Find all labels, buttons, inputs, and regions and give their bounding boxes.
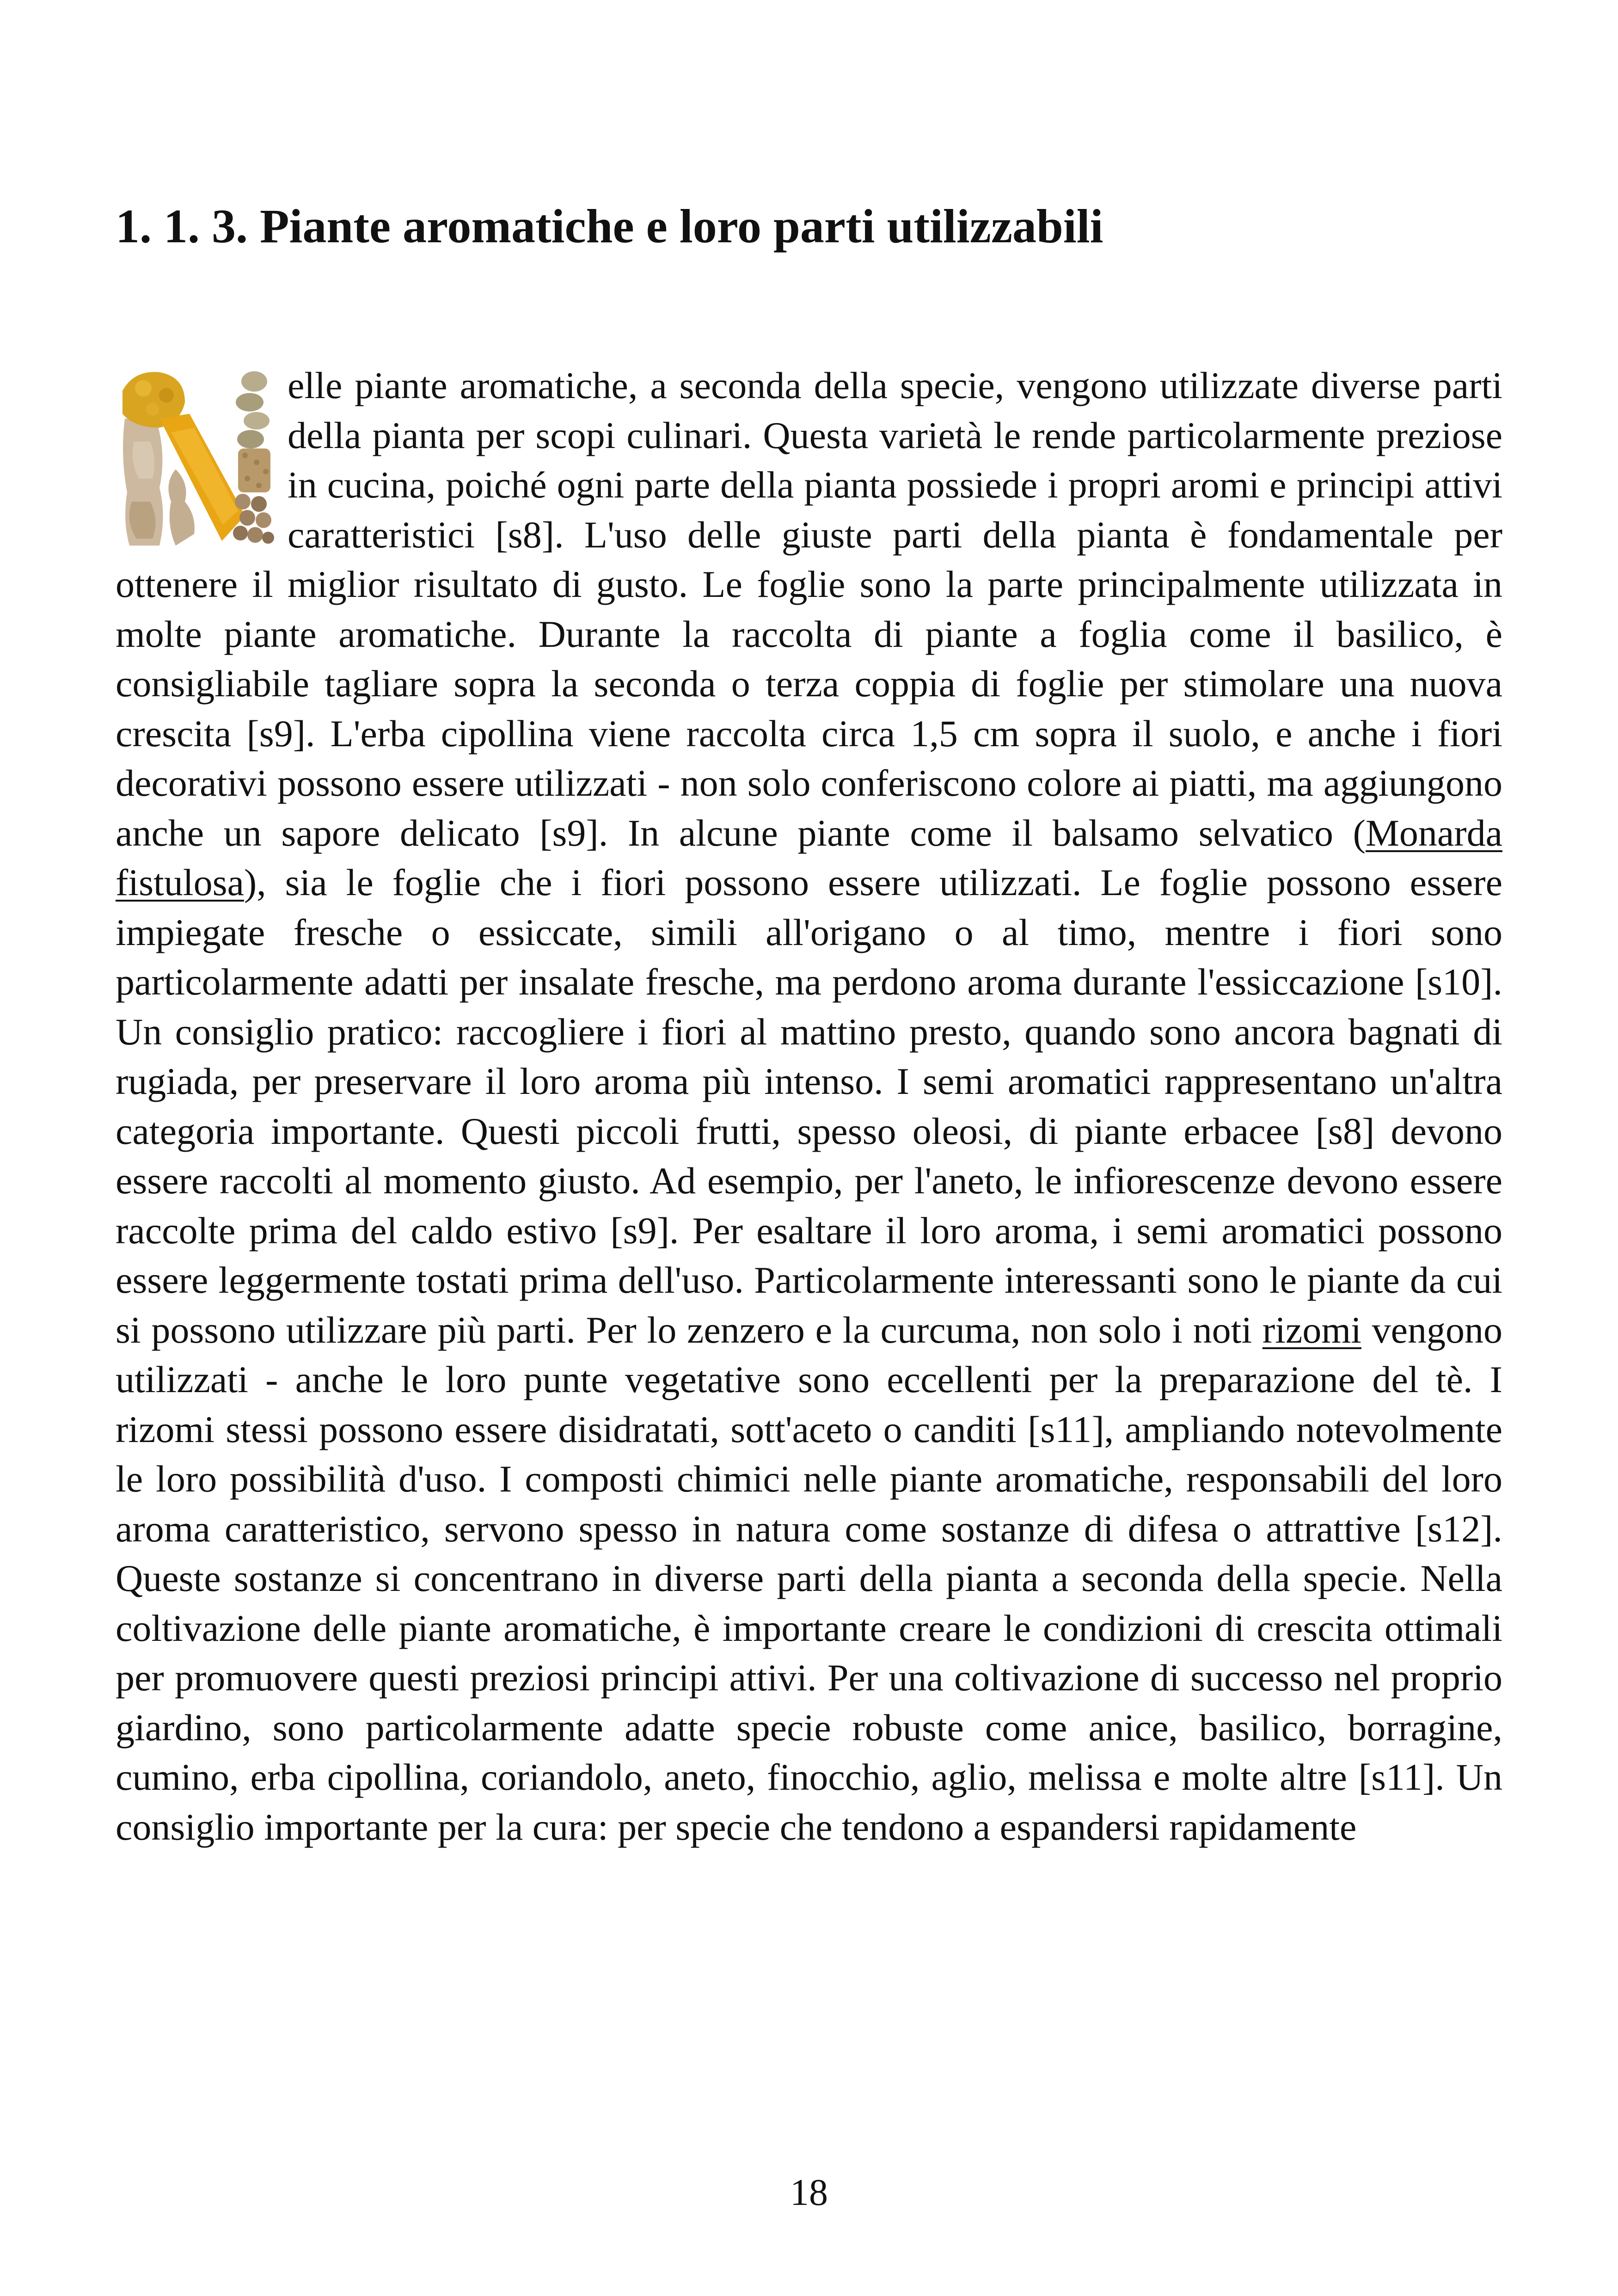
page-number: 18 <box>790 2171 828 2213</box>
paragraph-text-part-2: ), sia le foglie che i fiori possono essere utilizzati. Le foglie possono essere impiegate fresche o essiccate, simili all'origano o al timo, mentre i fiori sono particolarmente adatti per insalate fresche, ma perdono aroma durante l'essiccazione [s10]. Un consiglio pratico: raccogliere i fiori al mattino presto, quando sono ancora bagnati di rugiada, per preservare il loro aroma più intenso. I semi aromatici rappresentano un'altra categoria importante. Questi piccoli frutti, spesso oleosi, di piante erbacee [s8] devono essere raccolti al momento giusto. Ad esempio, per l'aneto, le infiorescenze devono essere raccolte prima del caldo estivo [s9]. Per esaltare il loro aroma, i semi aromatici possono essere leggermente tostati prima dell'uso. Particolarmente interessanti sono le piante da cui si possono utilizzare più parti. Per lo zenzero e la curcuma, non solo i noti <box>116 861 1502 1351</box>
spices-letter-n-icon <box>116 363 277 553</box>
dropcap-illustration <box>116 363 277 553</box>
paragraph-text-part-1: elle piante aromatiche, a seconda della specie, vengono utilizzate diverse parti della pianta per scopi culinari. Questa varietà le rende particolarmente preziose in cucina, poiché ogni parte della pianta possiede i propri aromi e principi attivi caratteristici [s8]. L'uso delle giuste parti della pianta è fondamentale per ottenere il miglior risultato di gusto. Le foglie sono la parte principalmente utilizzata in molte piante aromatiche. Durante la raccolta di piante a foglia come il basilico, è consigliabile tagliare sopra la seconda o terza coppia di foglie per stimolare una nuova crescita [s9]. L'erba cipollina viene raccolta circa 1,5 cm sopra il suolo, e anche i fiori decorativi possono essere utilizzati - non solo conferiscono colore ai piatti, ma aggiungono anche un sapore delicato [s9]. In alcune piante come il balsamo selvatico ( <box>116 364 1502 854</box>
paragraph-text-part-3: vengono utilizzati - anche le loro punte vegetative sono eccellenti per la preparazione del tè. I rizomi stessi possono essere disidratati, sott'aceto o canditi [s11], ampliando notevolmente le loro possibilità d'uso. I composti chimici nelle piante aromatiche, responsabili del loro aroma caratteristico, servono spesso in natura come sostanze di difesa o attrattive [s12]. Queste sostanze si concentrano in diverse parti della pianta a seconda della specie. Nella coltivazione delle piante aromatiche, è importante creare le condizioni di crescita ottimali per promuovere questi preziosi principi attivi. Per una coltivazione di successo nel proprio giardino, sono particolarmente adatte specie robuste come anice, basilico, borragine, cumino, erba cipollina, coriandolo, aneto, finocchio, aglio, melissa e molte altre [s11]. Un consiglio importante per la cura: per specie che tendono a espandersi rapidamente <box>116 1308 1502 1848</box>
monarda-fistulosa-link[interactable]: Monarda fistulosa <box>116 811 1502 903</box>
section-heading: 1. 1. 3. Piante aromatiche e loro parti utilizzabili <box>116 200 1103 253</box>
body-paragraph <box>116 361 1502 1852</box>
rizomi-link[interactable]: rizomi <box>1262 1308 1361 1351</box>
